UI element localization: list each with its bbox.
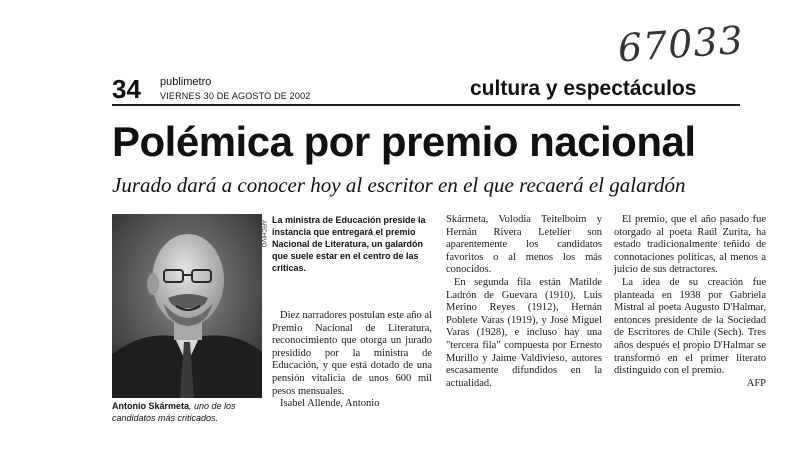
article-subheadline: Jurado dará a conocer hoy al escritor en el que recaerá el galardón xyxy=(112,173,686,197)
paragraph: La idea de su creación fue planteada en 1938 por Gabriela Mistral al poeta Augusto D'Halmar, entonces presidente de la Sociedad de Escritores de Chile (Sech). Tres años después el propio D'Halmar se transformó en el primer literato distinguido con el premio. xyxy=(614,276,766,377)
header-divider xyxy=(112,104,740,106)
body-column-1 xyxy=(272,310,432,411)
page-number: 34 xyxy=(112,74,141,104)
paragraph: El premio, que el año pasado fue otorgado al poeta Raúl Zurita, ha estado tradicionalmente teñido de connotaciones políticas, al menos a juicio de sus detractores. xyxy=(614,214,766,276)
source-tag: AFP xyxy=(746,377,766,389)
article-headline: Polémica por premio nacional xyxy=(112,118,696,165)
photo-credit: ARCHIVO xyxy=(260,220,266,248)
paragraph: En segunda fila están Matilde Ladrón de Guevara (1910), Luis Merino Reyes (1912), Hernán Poblete Varas (1919), y José Miguel Varas (1928), e incluso hay una "tercera fila" compuesta por Ernesto Murillo y Jaime Valdivieso, autores escasamente difundidos en la actualidad. xyxy=(446,276,602,389)
publication-name: publimetro xyxy=(160,76,212,88)
body-column-2 xyxy=(446,214,602,390)
handwritten-note: 67033 xyxy=(616,17,746,71)
section-title: cultura y espectáculos xyxy=(470,77,697,100)
caption-name: Antonio Skármeta xyxy=(112,401,190,411)
author-photo xyxy=(112,214,262,398)
paragraph: Isabel Allende, Antonio xyxy=(280,398,380,410)
publication-date: VIERNES 30 DE AGOSTO DE 2002 xyxy=(160,91,311,101)
caption-text: , uno de los candidatos más criticados. xyxy=(112,401,236,423)
paragraph: Skármeta, Volodia Teitelboim y Hernán Rivera Letelier son aparentemente los candidatos favoritos o al menos los más conocidos. xyxy=(446,214,602,276)
body-column-3 xyxy=(614,214,766,390)
photo-caption xyxy=(112,400,272,424)
article-lede: La ministra de Educación preside la instancia que entregará el premio Nacional de Literatura, un galardón que suele estar en el centro de las críticas. xyxy=(272,215,426,273)
portrait-image xyxy=(112,214,262,398)
paragraph: Diez narradores postulan este año al Premio Nacional de Literatura, reconocimiento que otorga un jurado presidido por la ministra de Educación, y que está dotado de una pensión vitalicia de unos 600 mil pesos mensuales. xyxy=(272,310,432,397)
